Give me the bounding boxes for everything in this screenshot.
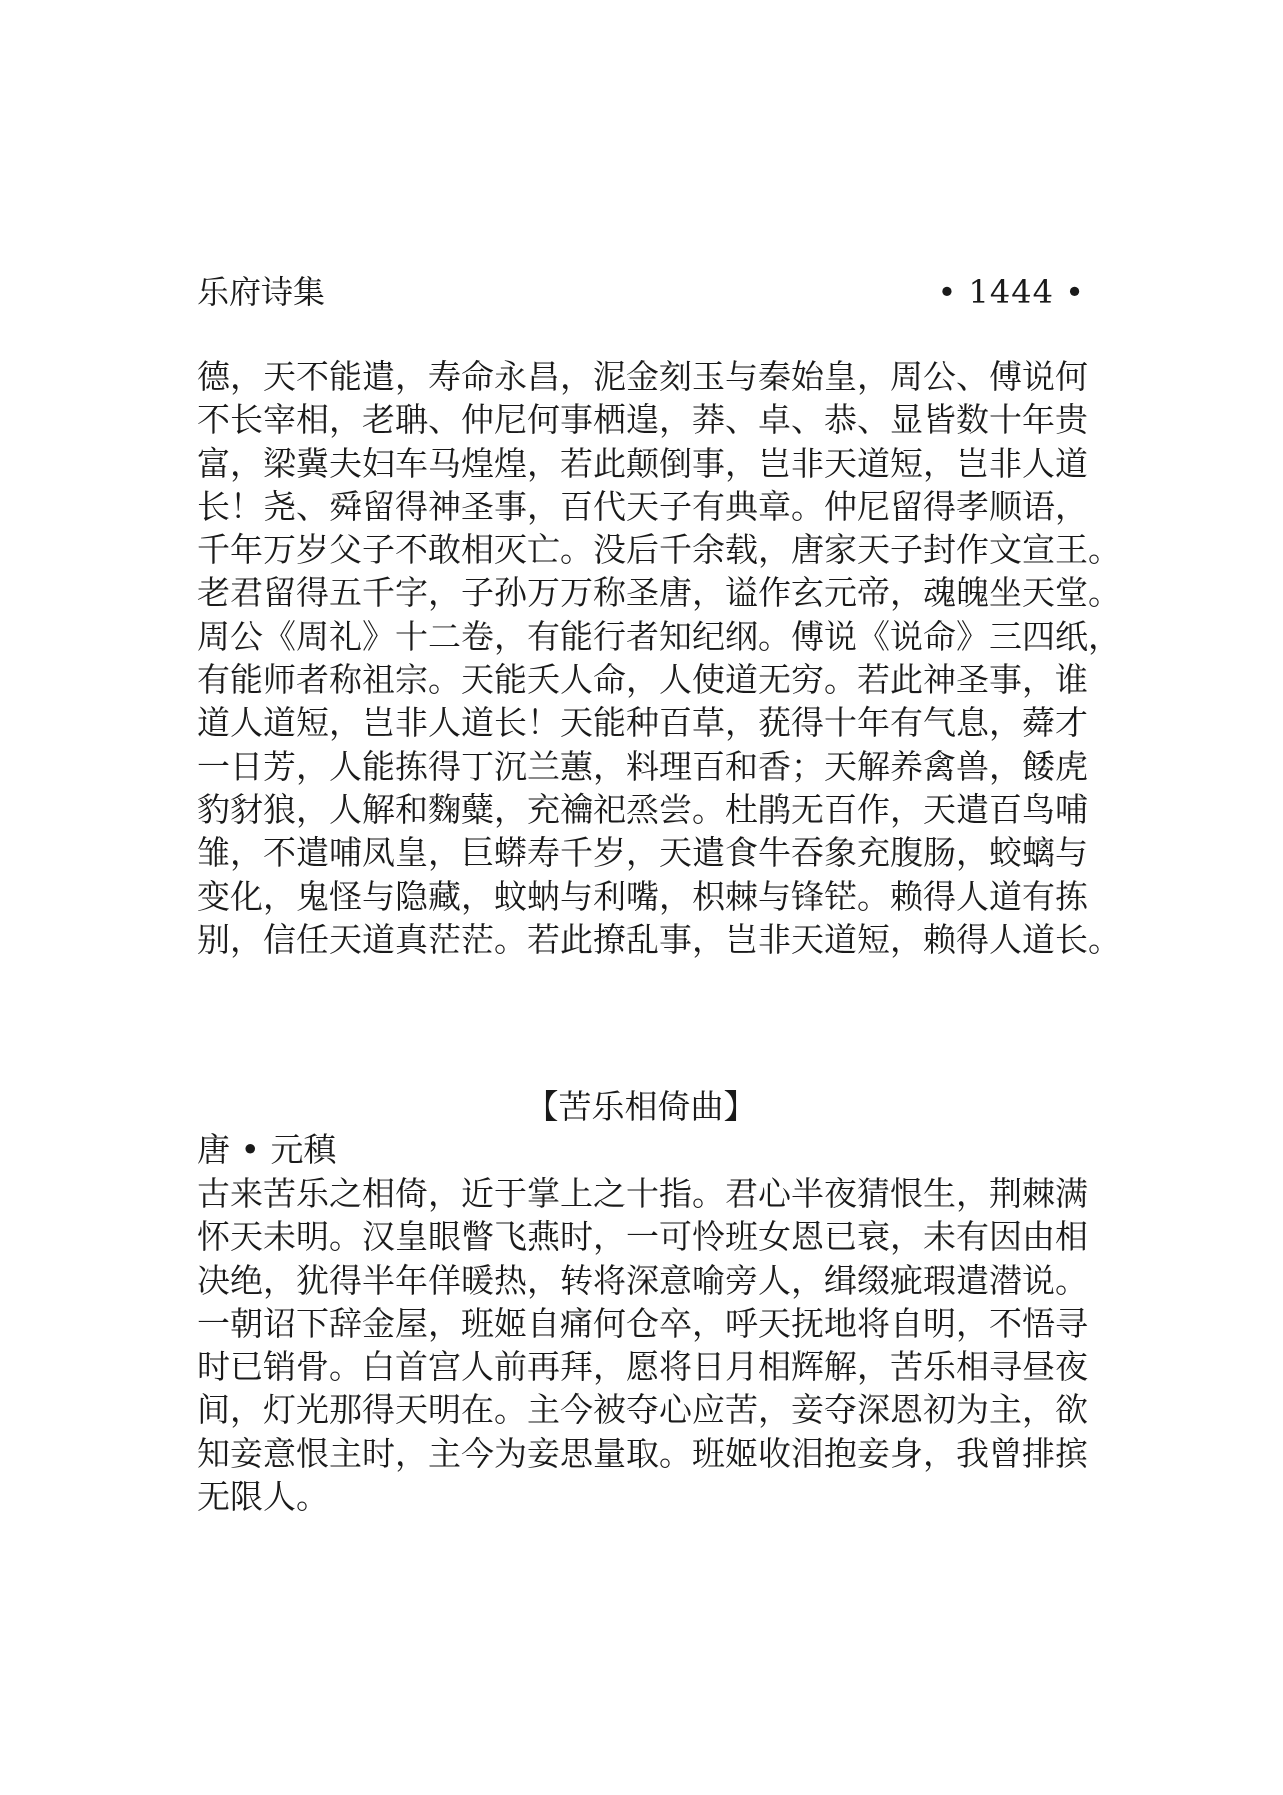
text-line: 一日芳，人能拣得丁沉兰蕙，料理百和香；天解养禽兽，餧虎 xyxy=(197,746,1088,786)
poem-title: 【苦乐相倚曲】 xyxy=(525,1087,757,1126)
book-title: 乐府诗集 xyxy=(197,273,326,311)
text-line: 有能师者称祖宗。天能夭人命，人使道无穷。若此神圣事，谁 xyxy=(197,660,1088,700)
text-line: 时已销骨。白首宫人前再拜，愿将日月相辉解，苦乐相寻昼夜 xyxy=(197,1347,1088,1387)
poem-body-text xyxy=(197,1172,1117,1518)
text-line: 雏，不遣哺凤皇，巨蟒寿千岁，天遣食牛吞象充腹肠，蛟螭与 xyxy=(197,833,1088,873)
text-line: 变化，鬼怪与隐藏，蚊蚋与利嘴，枳棘与锋铓。赖得人道有拣 xyxy=(197,876,1088,916)
text-line: 周公《周礼》十二卷，有能行者知纪纲。傅说《说命》三四纸， xyxy=(197,616,1121,656)
text-line: 豹豺狼，人解和麴糵，充禴祀烝尝。杜鹃无百作，天遣百鸟哺 xyxy=(197,789,1088,829)
text-line: 不长宰相，老聃、仲尼何事栖遑，莽、卓、恭、显皆数十年贵 xyxy=(197,400,1088,440)
text-line: 知妾意恨主时，主今为妾思量取。班姬收泪抱妾身，我曾排摈 xyxy=(197,1433,1088,1473)
text-line: 一朝诏下辞金屋，班姬自痛何仓卒，呼天抚地将自明，不悟寻 xyxy=(197,1303,1088,1343)
text-line: 别，信任天道真茫茫。若此撩乱事，岂非天道短，赖得人道长。 xyxy=(197,919,1121,959)
text-line: 间，灯光那得天明在。主今被夺心应苦，妾夺深恩初为主，欲 xyxy=(197,1390,1088,1430)
text-line: 富，梁冀夫妇车马煌煌，若此颠倒事，岂非天道短，岂非人道 xyxy=(197,443,1088,483)
page-number: • 1444 • xyxy=(937,273,1085,311)
text-line: 长！尧、舜留得神圣事，百代天子有典章。仲尼留得孝顺语， xyxy=(197,486,1088,526)
running-header xyxy=(197,268,1085,316)
text-line: 决绝，犹得半年佯暖热，转将深意喻旁人，缉缀疵瑕遣潜说。 xyxy=(197,1260,1088,1300)
text-line: 千年万岁父子不敢相灭亡。没后千余载，唐家天子封作文宣王。 xyxy=(197,530,1121,570)
text-line: 道人道短，岂非人道长！天能种百草，莸得十年有气息，蕣才 xyxy=(197,703,1088,743)
text-line: 古来苦乐之相倚，近于掌上之十指。君心半夜猜恨生，荆棘满 xyxy=(197,1174,1088,1213)
text-line: 老君留得五千字，子孙万万称圣唐，谥作玄元帝，魂魄坐天堂。 xyxy=(197,573,1121,613)
text-line: 无限人。 xyxy=(197,1477,329,1517)
poem-author: 唐 • 元稹 xyxy=(197,1130,337,1169)
text-line: 怀天未明。汉皇眼瞥飞燕时，一可怜班女恩已衰，未有因由相 xyxy=(197,1217,1088,1257)
poem-continuation-text xyxy=(197,355,1121,961)
text-line: 德，天不能遣，寿命永昌，泥金刻玉与秦始皇，周公、傅说何 xyxy=(197,357,1088,396)
